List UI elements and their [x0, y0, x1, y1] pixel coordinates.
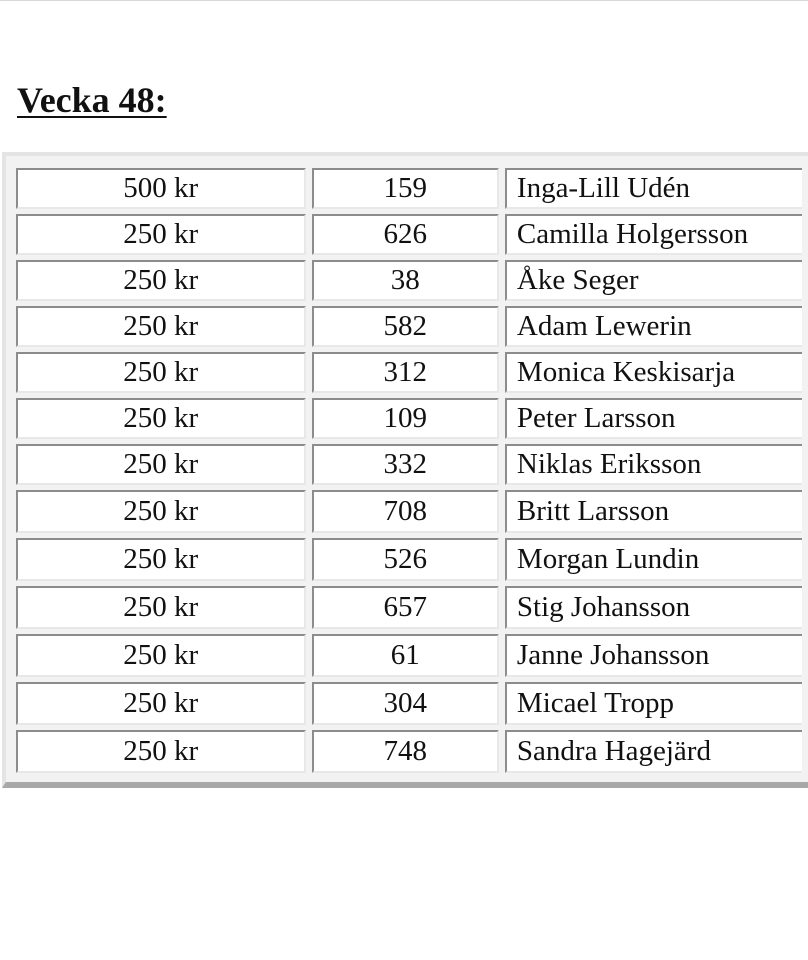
ticket-number-cell: 159: [312, 168, 499, 209]
winner-name-cell: Morgan Lundin: [505, 538, 802, 581]
winner-name-cell: Adam Lewerin: [505, 306, 802, 347]
results-table-frame: [2, 152, 808, 788]
results-table-body: [16, 168, 802, 773]
table-row: [16, 538, 802, 581]
page-title: Vecka 48:: [17, 80, 167, 120]
winner-name-cell: Peter Larsson: [505, 398, 802, 439]
table-row: [16, 444, 802, 485]
table-row: [16, 682, 802, 725]
prize-amount-cell: 250 kr: [16, 586, 306, 629]
ticket-number-cell: 708: [312, 490, 499, 533]
prize-amount-cell: 500 kr: [16, 168, 306, 209]
results-table: [10, 163, 808, 778]
table-row: [16, 352, 802, 393]
prize-amount-cell: 250 kr: [16, 214, 306, 255]
ticket-number-cell: 61: [312, 634, 499, 677]
table-row: [16, 214, 802, 255]
table-row: [16, 490, 802, 533]
winner-name-cell: Sandra Hagejärd: [505, 730, 802, 773]
ticket-number-cell: 626: [312, 214, 499, 255]
ticket-number-cell: 304: [312, 682, 499, 725]
prize-amount-cell: 250 kr: [16, 538, 306, 581]
ticket-number-cell: 312: [312, 352, 499, 393]
prize-amount-cell: 250 kr: [16, 490, 306, 533]
ticket-number-cell: 657: [312, 586, 499, 629]
prize-amount-cell: 250 kr: [16, 260, 306, 301]
ticket-number-cell: 526: [312, 538, 499, 581]
winner-name-cell: Camilla Holgersson: [505, 214, 802, 255]
prize-amount-cell: 250 kr: [16, 398, 306, 439]
winner-name-cell: Janne Johansson: [505, 634, 802, 677]
winner-name-cell: Åke Seger: [505, 260, 802, 301]
ticket-number-cell: 582: [312, 306, 499, 347]
winner-name-cell: Monica Keskisarja: [505, 352, 802, 393]
table-row: [16, 634, 802, 677]
table-row: [16, 306, 802, 347]
winner-name-cell: Niklas Eriksson: [505, 444, 802, 485]
ticket-number-cell: 109: [312, 398, 499, 439]
table-row: [16, 398, 802, 439]
top-divider: [0, 0, 808, 1]
ticket-number-cell: 332: [312, 444, 499, 485]
prize-amount-cell: 250 kr: [16, 352, 306, 393]
table-row: [16, 586, 802, 629]
winner-name-cell: Stig Johansson: [505, 586, 802, 629]
ticket-number-cell: 748: [312, 730, 499, 773]
prize-amount-cell: 250 kr: [16, 682, 306, 725]
winner-name-cell: Britt Larsson: [505, 490, 802, 533]
ticket-number-cell: 38: [312, 260, 499, 301]
prize-amount-cell: 250 kr: [16, 306, 306, 347]
winner-name-cell: Micael Tropp: [505, 682, 802, 725]
prize-amount-cell: 250 kr: [16, 730, 306, 773]
table-row: [16, 260, 802, 301]
table-row: [16, 168, 802, 209]
prize-amount-cell: 250 kr: [16, 444, 306, 485]
table-row: [16, 730, 802, 773]
winner-name-cell: Inga-Lill Udén: [505, 168, 802, 209]
prize-amount-cell: 250 kr: [16, 634, 306, 677]
